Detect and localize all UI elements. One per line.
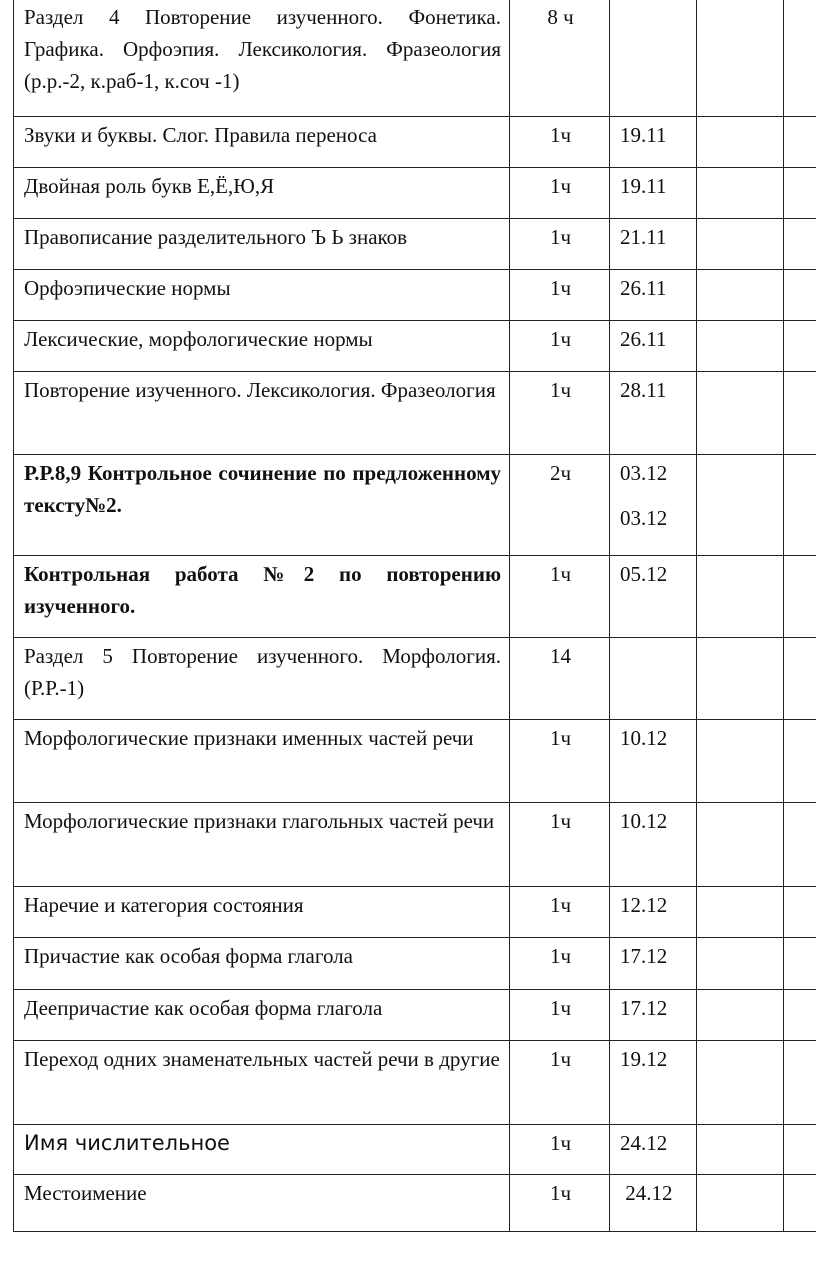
notes-cell bbox=[697, 270, 784, 321]
date-cell: 05.12 bbox=[610, 556, 697, 638]
hours-cell: 1ч bbox=[510, 1041, 610, 1125]
extra-cell bbox=[784, 938, 816, 990]
table-row bbox=[14, 1175, 816, 1232]
extra-cell bbox=[784, 638, 816, 720]
hours-cell: 1ч bbox=[510, 556, 610, 638]
hours-cell: 1ч bbox=[510, 321, 610, 372]
notes-cell bbox=[697, 117, 784, 168]
date-cell bbox=[610, 0, 697, 117]
notes-cell bbox=[697, 638, 784, 720]
topic-cell: Переход одних знаменательных частей речи в другие bbox=[14, 1041, 510, 1125]
extra-cell bbox=[784, 1041, 816, 1125]
topic-cell: Морфологические признаки именных частей речи bbox=[14, 720, 510, 803]
topic-cell: Р.Р.8,9 Контрольное сочинение по предложенному тексту№2. bbox=[14, 455, 510, 556]
table-row bbox=[14, 270, 816, 321]
table-row bbox=[14, 455, 816, 556]
notes-cell bbox=[697, 455, 784, 556]
notes-cell bbox=[697, 372, 784, 455]
table-row bbox=[14, 1125, 816, 1175]
notes-cell bbox=[697, 990, 784, 1041]
notes-cell bbox=[697, 321, 784, 372]
table-row bbox=[14, 556, 816, 638]
table-row bbox=[14, 938, 816, 990]
date-cell: 10.12 bbox=[610, 803, 697, 887]
date-cell: 19.11 bbox=[610, 168, 697, 219]
table-row bbox=[14, 803, 816, 887]
extra-cell bbox=[784, 887, 816, 938]
date-value: 03.12 bbox=[620, 506, 668, 530]
notes-cell bbox=[697, 803, 784, 887]
date-cell: 21.11 bbox=[610, 219, 697, 270]
notes-cell bbox=[697, 887, 784, 938]
topic-cell: Звуки и буквы. Слог. Правила переноса bbox=[14, 117, 510, 168]
date-cell: 17.12 bbox=[610, 990, 697, 1041]
topic-cell: Местоимение bbox=[14, 1175, 510, 1232]
notes-cell bbox=[697, 168, 784, 219]
hours-cell: 1ч bbox=[510, 168, 610, 219]
topic-cell: Раздел 4 Повторение изученного. Фонетика. Графика. Орфоэпия. Лексикология. Фразеология (р.р.-2, к.раб-1, к.соч -1) bbox=[14, 0, 510, 117]
notes-cell bbox=[697, 720, 784, 803]
date-cell bbox=[610, 638, 697, 720]
notes-cell bbox=[697, 1175, 784, 1232]
topic-cell: Правописание разделительного Ъ Ь знаков bbox=[14, 219, 510, 270]
hours-cell: 1ч bbox=[510, 1125, 610, 1175]
extra-cell bbox=[784, 270, 816, 321]
hours-cell: 1ч bbox=[510, 990, 610, 1041]
topic-cell: Орфоэпические нормы bbox=[14, 270, 510, 321]
notes-cell bbox=[697, 938, 784, 990]
extra-cell bbox=[784, 803, 816, 887]
table-row bbox=[14, 720, 816, 803]
extra-cell bbox=[784, 720, 816, 803]
date-cell: 19.11 bbox=[610, 117, 697, 168]
table-row bbox=[14, 372, 816, 455]
date-cell: 10.12 bbox=[610, 720, 697, 803]
topic-cell: Деепричастие как особая форма глагола bbox=[14, 990, 510, 1041]
hours-cell: 1ч bbox=[510, 270, 610, 321]
extra-cell bbox=[784, 0, 816, 117]
extra-cell bbox=[784, 1125, 816, 1175]
date-cell: 26.11 bbox=[610, 321, 697, 372]
table-row bbox=[14, 1041, 816, 1125]
topic-cell: Лексические, морфологические нормы bbox=[14, 321, 510, 372]
date-cell: 26.11 bbox=[610, 270, 697, 321]
extra-cell bbox=[784, 455, 816, 556]
table-row bbox=[14, 638, 816, 720]
date-cell: 28.11 bbox=[610, 372, 697, 455]
date-value: 03.12 bbox=[620, 461, 668, 485]
hours-cell: 1ч bbox=[510, 219, 610, 270]
hours-cell: 1ч bbox=[510, 887, 610, 938]
table-row bbox=[14, 887, 816, 938]
extra-cell bbox=[784, 219, 816, 270]
extra-cell bbox=[784, 321, 816, 372]
hours-cell: 1ч bbox=[510, 938, 610, 990]
table-row bbox=[14, 168, 816, 219]
topic-cell: Причастие как особая форма глагола bbox=[14, 938, 510, 990]
extra-cell bbox=[784, 556, 816, 638]
table-row bbox=[14, 990, 816, 1041]
notes-cell bbox=[697, 1125, 784, 1175]
topic-cell: Наречие и категория состояния bbox=[14, 887, 510, 938]
topic-cell: Контрольная работа №2 по повторению изученного. bbox=[14, 556, 510, 638]
table-row bbox=[14, 219, 816, 270]
date-cell: 24.12 bbox=[610, 1175, 697, 1232]
extra-cell bbox=[784, 990, 816, 1041]
date-cell: 24.12 bbox=[610, 1125, 697, 1175]
hours-cell: 1ч bbox=[510, 372, 610, 455]
date-cell: 17.12 bbox=[610, 938, 697, 990]
table-row bbox=[14, 117, 816, 168]
date-cell: 12.12 bbox=[610, 887, 697, 938]
notes-cell bbox=[697, 556, 784, 638]
date-cell bbox=[610, 455, 697, 556]
lesson-plan-table bbox=[13, 0, 816, 1232]
date-cell: 19.12 bbox=[610, 1041, 697, 1125]
hours-cell: 2ч bbox=[510, 455, 610, 556]
extra-cell bbox=[784, 117, 816, 168]
hours-cell: 1ч bbox=[510, 803, 610, 887]
hours-cell: 14 bbox=[510, 638, 610, 720]
extra-cell bbox=[784, 372, 816, 455]
table-row bbox=[14, 0, 816, 117]
notes-cell bbox=[697, 219, 784, 270]
notes-cell bbox=[697, 0, 784, 117]
topic-cell: Морфологические признаки глагольных частей речи bbox=[14, 803, 510, 887]
topic-cell: Раздел 5 Повторение изученного. Морфология.(Р.Р.-1) bbox=[14, 638, 510, 720]
extra-cell bbox=[784, 1175, 816, 1232]
hours-cell: 8 ч bbox=[510, 0, 610, 117]
hours-cell: 1ч bbox=[510, 1175, 610, 1232]
extra-cell bbox=[784, 168, 816, 219]
topic-cell: Повторение изученного. Лексикология. Фразеология bbox=[14, 372, 510, 455]
topic-cell: Имя числительное bbox=[14, 1125, 510, 1175]
table-row bbox=[14, 321, 816, 372]
hours-cell: 1ч bbox=[510, 720, 610, 803]
notes-cell bbox=[697, 1041, 784, 1125]
hours-cell: 1ч bbox=[510, 117, 610, 168]
topic-cell: Двойная роль букв Е,Ё,Ю,Я bbox=[14, 168, 510, 219]
